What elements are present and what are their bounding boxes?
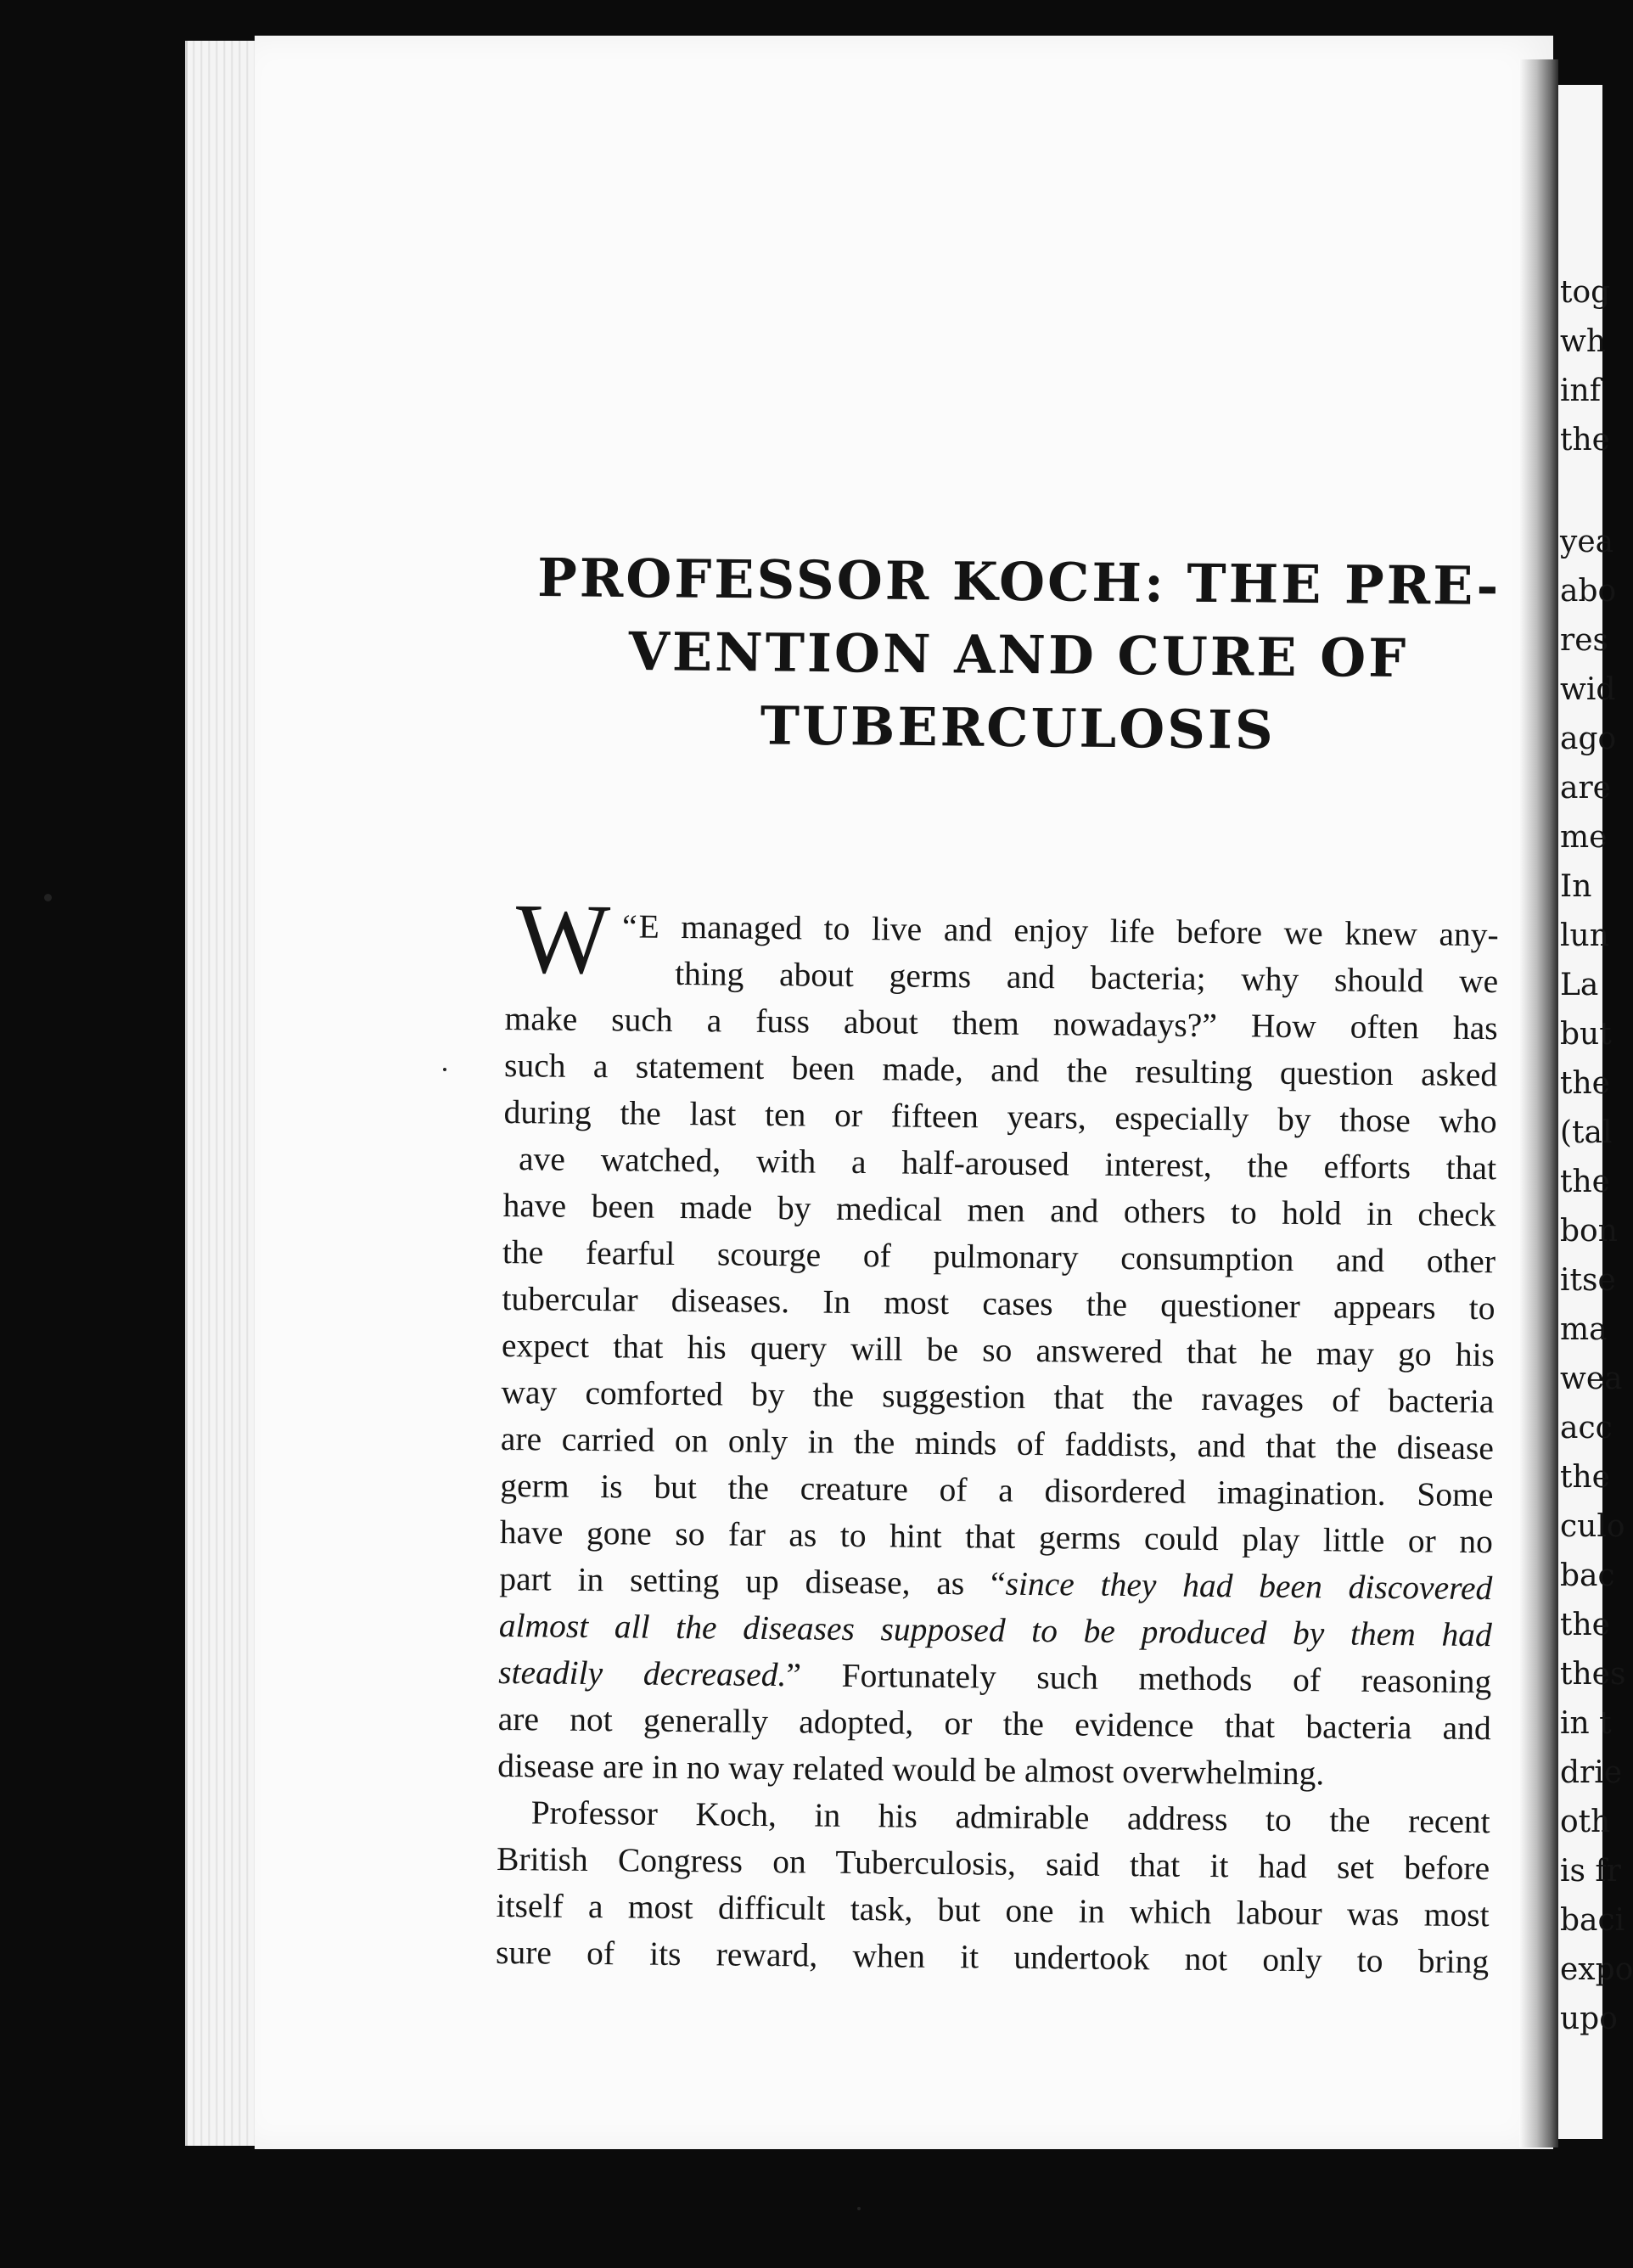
title-line: TUBERCULOSIS <box>760 694 1277 761</box>
facing-page-line: (tal <box>1560 1115 1613 1150</box>
facing-page-line: La <box>1560 968 1599 1002</box>
facing-page-line: drie <box>1560 1755 1623 1790</box>
facing-page-line: oth <box>1560 1805 1611 1839</box>
paragraph-2-line: sure of its reward, when it undertook not only to bring <box>495 1933 1490 1981</box>
title-line: PROFESSOR KOCH: THE PRE- <box>536 547 1501 617</box>
text-line: have gone so far as to hint that germs could play little or no <box>499 1513 1494 1561</box>
article-title <box>504 542 1533 770</box>
drop-cap: W <box>514 883 611 996</box>
facing-page-line: bac <box>1560 1558 1615 1593</box>
facing-page-line: acc <box>1560 1411 1613 1446</box>
facing-page-line <box>1558 465 1602 518</box>
facing-page-line: wid <box>1560 672 1616 707</box>
facing-page-text <box>1558 268 1633 2044</box>
text-line: have been made by medical men and others to hold in check <box>502 1186 1496 1234</box>
text-line-italic-b: almost all the diseases supposed to be produced by them had <box>498 1606 1492 1654</box>
text-line: such a statement been made, and the resulting question asked <box>503 1046 1498 1094</box>
text-line: the fearful scourge of pulmonary consumption and other <box>502 1232 1496 1281</box>
facing-page-line: but <box>1560 1017 1612 1052</box>
book-gutter <box>1519 59 1558 2147</box>
facing-page-line: bon <box>1560 1214 1618 1249</box>
text-line: make such a fuss about them nowadays?” How often has <box>504 999 1498 1047</box>
facing-page-line: expo <box>1560 1952 1633 1987</box>
facing-page-line: ma <box>1560 1312 1608 1347</box>
facing-page-line: are <box>1560 771 1611 806</box>
paragraph-2-line: Professor Koch, in his admirable address to the recent <box>530 1794 1490 1841</box>
text-line-italic-a: part in setting up disease, as “since they had been discovered <box>499 1559 1493 1608</box>
text-line: tubercular diseases. In most cases the questioner appears to <box>502 1279 1496 1328</box>
facing-page-line: tog <box>1560 275 1611 310</box>
paragraph-2-line: British Congress on Tuberculosis, said that it had set before <box>496 1839 1490 1888</box>
facing-page-line: abo <box>1560 574 1617 609</box>
facing-page-line: wh <box>1560 324 1606 359</box>
text-line: disease are in no way related would be almost overwhelming. <box>497 1746 1325 1793</box>
facing-page-line: the <box>1560 1608 1610 1642</box>
facing-page-line: thes <box>1560 1657 1626 1692</box>
facing-page-line: is fr <box>1560 1854 1621 1889</box>
text-line: expect that his query will be so answered that he may go his <box>501 1326 1496 1374</box>
text-line: are not generally adopted, or the evidence that bacteria and <box>497 1699 1491 1748</box>
facing-page-line: res <box>1560 623 1608 658</box>
text-line: during the last ten or fifteen years, especially by those who <box>503 1092 1497 1141</box>
facing-page-line: the <box>1560 1165 1610 1199</box>
scan-speck <box>857 2207 861 2210</box>
facing-page-line: wea <box>1560 1361 1623 1396</box>
text-line: way comforted by the suggestion that the ravages of bacteria <box>501 1373 1495 1421</box>
facing-page-line: ago <box>1560 721 1617 756</box>
paragraph-2-line: itself a most difficult task, but one in which labour was most <box>496 1886 1490 1934</box>
scan-speck <box>443 1068 446 1071</box>
text-line: are carried on only in the minds of faddists, and that the disease <box>500 1419 1495 1468</box>
text-line-italic-c: steadily decreased.” Fortunately such methods of reasoning <box>498 1653 1492 1701</box>
text-line: ave watched, with a half-aroused interest, the efforts that <box>518 1140 1497 1187</box>
facing-page-line: me <box>1560 820 1608 855</box>
text-line-1: “ W E managed to live and enjoy life before we knew any- <box>514 883 1499 996</box>
text-line: germ is but the creature of a disordered imagination. Some <box>500 1466 1494 1514</box>
facing-page-line: culo <box>1560 1509 1625 1544</box>
facing-page-line: In <box>1560 869 1592 904</box>
facing-page-line: the <box>1560 423 1610 458</box>
facing-page-line: inf <box>1560 373 1602 408</box>
facing-page-line: in t <box>1560 1706 1612 1741</box>
facing-page-line: yea <box>1560 525 1614 559</box>
facing-page-line: lun <box>1560 918 1609 953</box>
facing-page <box>1558 85 1633 2139</box>
facing-page-line: the <box>1560 1066 1610 1101</box>
facing-page-line: the <box>1560 1460 1610 1495</box>
text-line: thing about germs and bacteria; why should we <box>674 954 1499 1001</box>
facing-page-line: upo <box>1560 2001 1618 2036</box>
article-body <box>495 883 1499 1985</box>
title-line: VENTION AND CURE OF <box>628 620 1409 690</box>
facing-page-line: itse <box>1560 1263 1616 1298</box>
facing-page-line: baci <box>1560 1903 1625 1938</box>
scan-speck <box>44 894 52 901</box>
open-quote: “ <box>621 907 637 946</box>
